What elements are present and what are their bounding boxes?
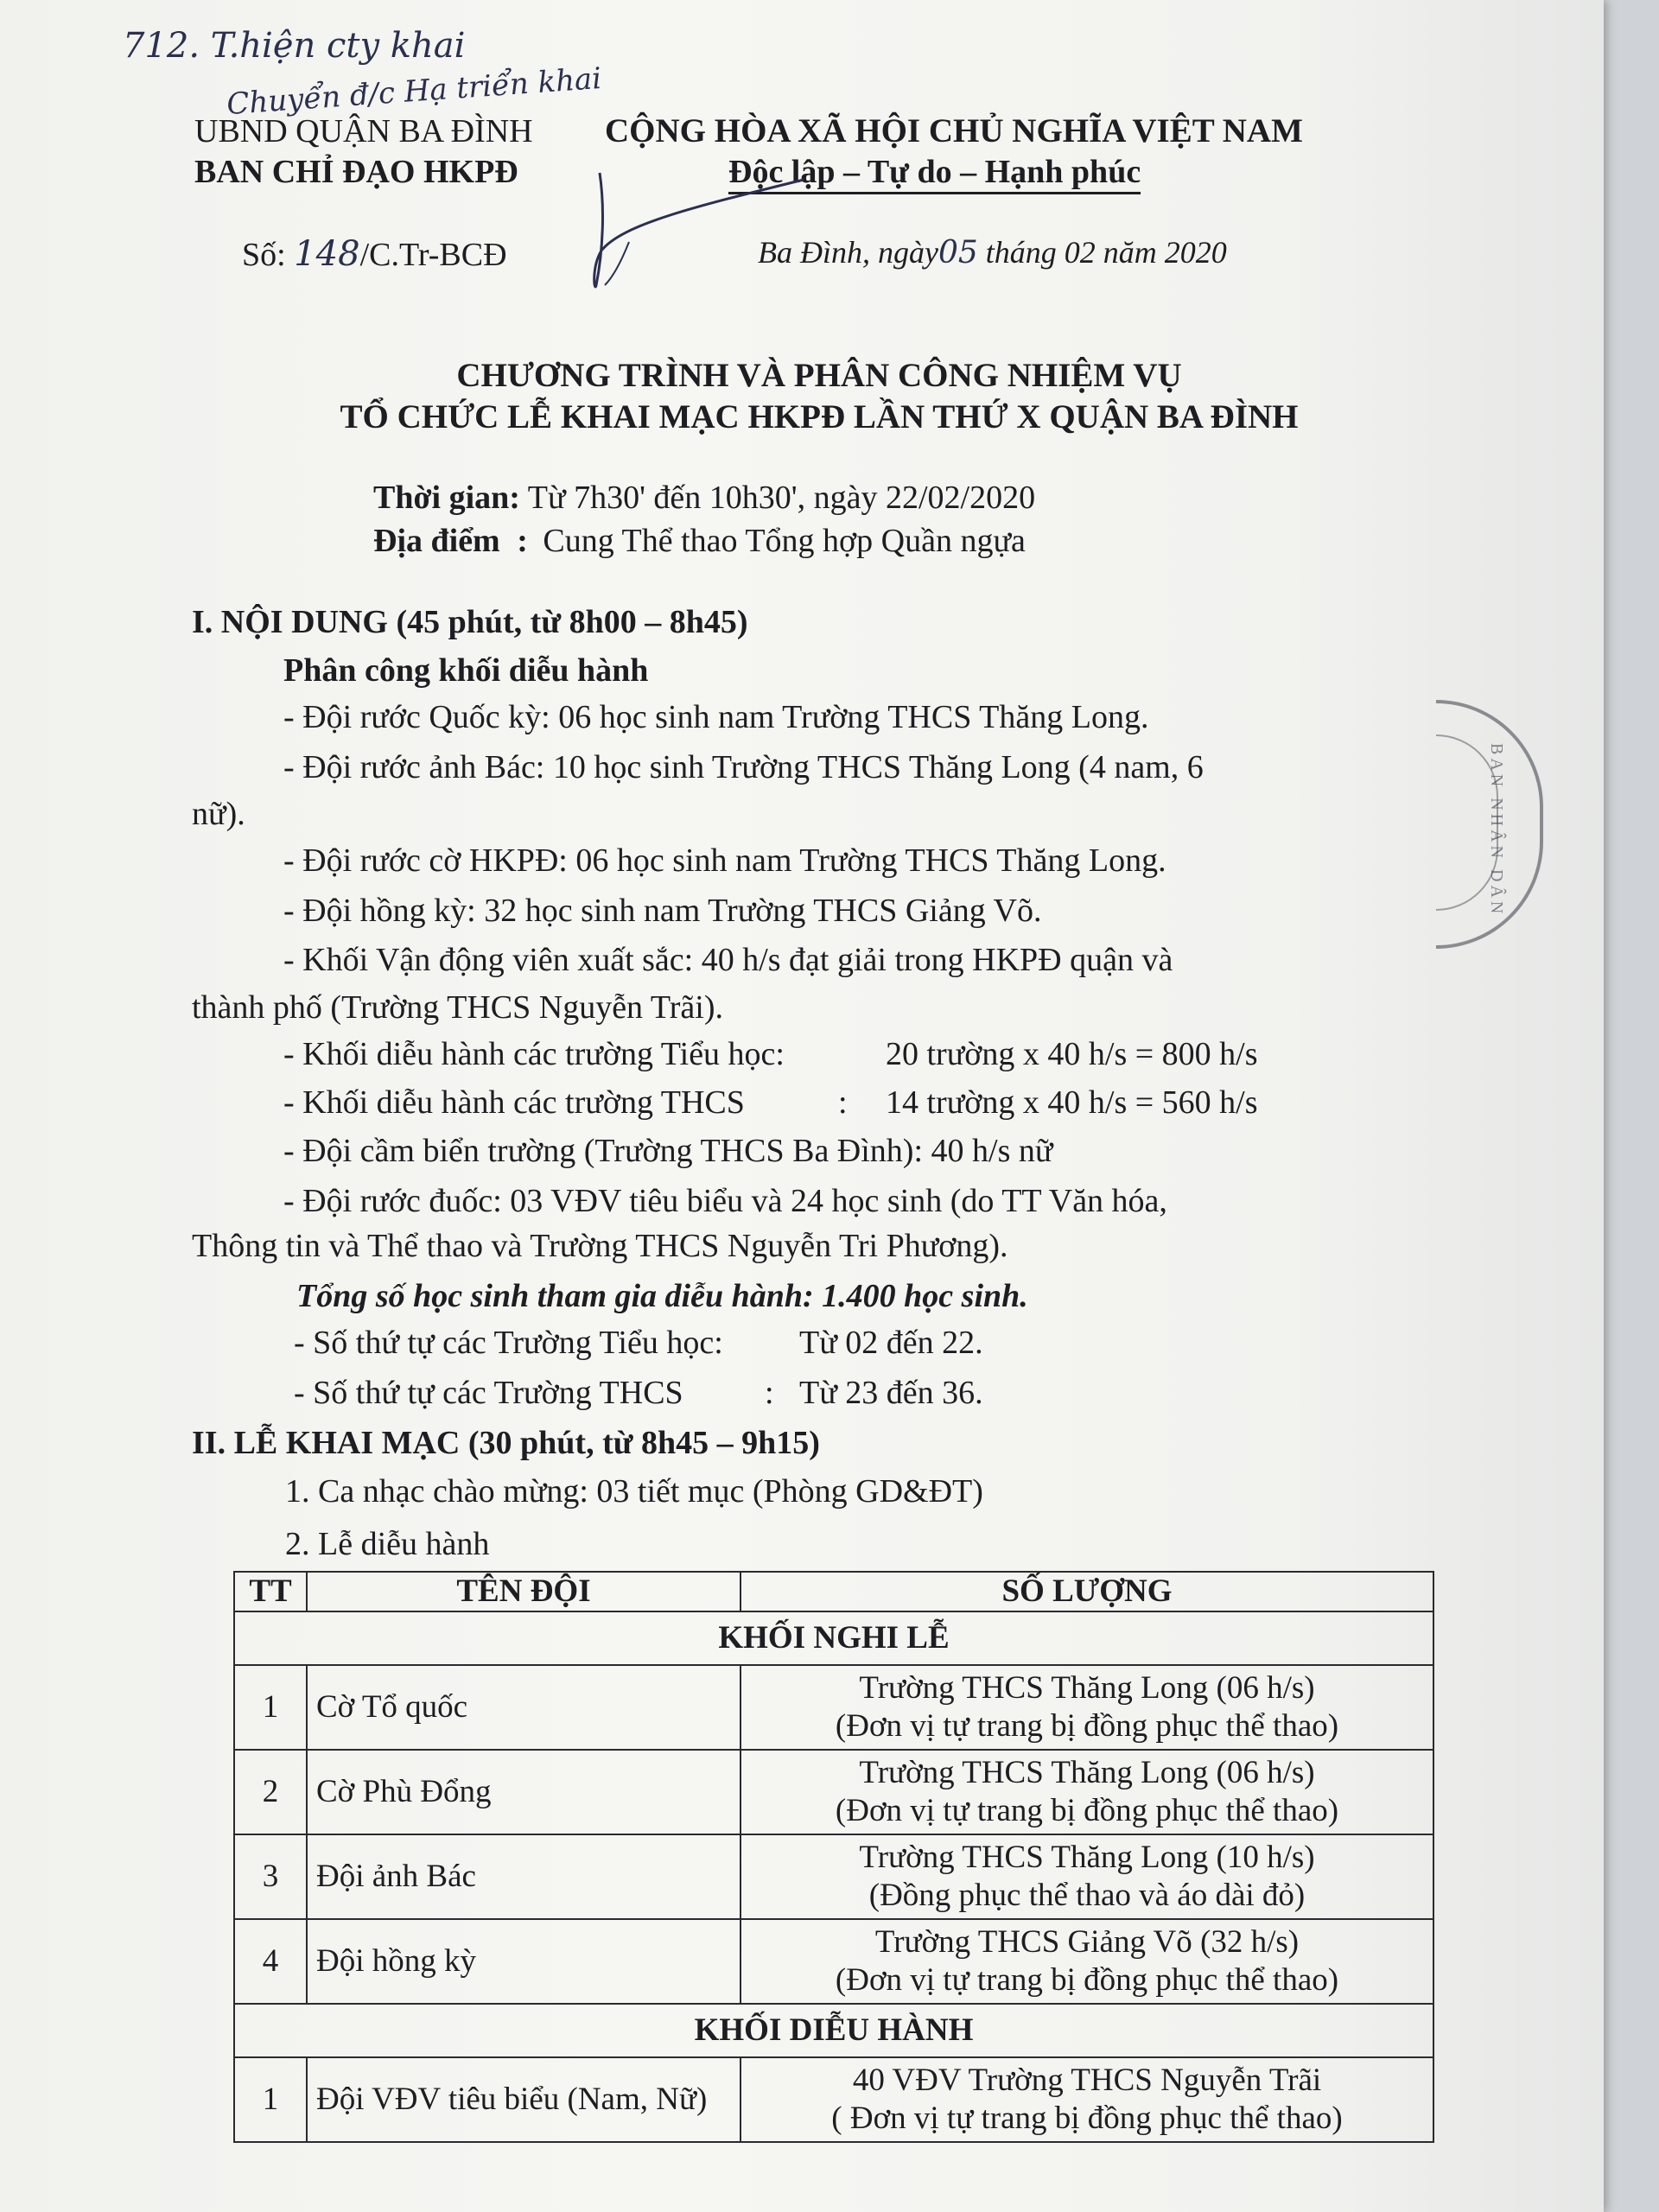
cell-tt: 2 [234,1750,307,1834]
seal-text: BAN NHÂN DÂN [1487,743,1506,918]
cell-quantity-line1: Trường THCS Thăng Long (06 h/s) [859,1670,1315,1706]
date-prefix: Ba Đình, ngày [758,235,938,270]
item7-value: 14 trường x 40 h/s = 560 h/s [886,1084,1258,1121]
section2-heading: II. LỄ KHAI MẠC (30 phút, từ 8h45 – 9h15) [192,1425,820,1461]
section1-item7 [283,1082,745,1123]
order2-colon: : [765,1375,774,1411]
cell-quantity [741,2057,1433,2142]
time-row [373,477,1035,518]
parade-table [233,1571,1434,2143]
cell-tt: 1 [234,1665,307,1750]
section1-item9b: Thông tin và Thể thao và Trường THCS Nguyễn Tri Phương). [192,1228,1008,1264]
order2-value: Từ 23 đến 36. [799,1375,983,1411]
header-team-name: TÊN ĐỘI [307,1572,741,1611]
nation-motto: Độc lập – Tự do – Hạnh phúc [728,154,1141,194]
group-parade: KHỐI DIỄU HÀNH [234,2004,1433,2057]
group-row [234,1611,1433,1665]
section1-item5b: thành phố (Trường THCS Nguyễn Trãi). [192,989,723,1026]
section1-item5a: - Khối Vận động viên xuất sắc: 40 h/s đạt giải trong HKPĐ quận và [283,942,1173,978]
item7-colon: : [838,1084,848,1121]
cell-quantity-line1: Trường THCS Giảng Võ (32 h/s) [874,1924,1300,1960]
item7-label: - Khối diễu hành các trường THCS [283,1084,745,1121]
doc-number-label: Số: [242,237,286,273]
cell-quantity-line1: Trường THCS Thăng Long (10 h/s) [859,1840,1315,1875]
doc-number-suffix: /C.Tr-BCĐ [359,237,507,273]
cell-quantity [741,1834,1433,1919]
section2-item1: 1. Ca nhạc chào mừng: 03 tiết mục (Phòng GD&ĐT) [285,1473,983,1510]
table-row [234,1665,1433,1750]
handwritten-note-line2: Chuyển đ/c Hạ triển khai [226,60,603,123]
section1-item2b: nữ). [192,796,245,832]
cell-tt: 4 [234,1919,307,2004]
section1-item4: - Đội hồng kỳ: 32 học sinh nam Trường THCS Giảng Võ. [283,893,1042,929]
time-value: Từ 7h30' đến 10h30', ngày 22/02/2020 [527,480,1036,516]
issue-date [758,232,1227,274]
cell-team-name: Cờ Phù Đổng [307,1750,741,1834]
section1-total: Tổng số học sinh tham gia diễu hành: 1.400 học sinh. [296,1278,1028,1314]
section1-heading: I. NỘI DUNG (45 phút, từ 8h00 – 8h45) [192,604,748,640]
place-colon: : [517,523,528,559]
cell-team-name: Cờ Tổ quốc [307,1665,741,1750]
cell-tt: 3 [234,1834,307,1919]
order2-label: - Số thứ tự các Trường THCS [294,1375,683,1411]
cell-team-name: Đội ảnh Bác [307,1834,741,1919]
nation-line1: CỘNG HÒA XÃ HỘI CHỦ NGHĨA VIỆT NAM [605,112,1303,149]
doc-title-line2: TỔ CHỨC LỄ KHAI MẠC HKPĐ LẦN THỨ X QUẬN BA ĐÌNH [340,398,1299,435]
header-quantity: SỐ LƯỢNG [741,1572,1433,1611]
table-header-row [234,1572,1433,1611]
cell-quantity [741,1919,1433,2004]
cell-quantity-line2: (Đơn vị tự trang bị đồng phục thể thao) [835,1793,1339,1828]
cell-quantity-line2: (Đồng phục thể thao và áo dài đỏ) [868,1878,1306,1913]
header-tt: TT [234,1572,307,1611]
group-row [234,2004,1433,2057]
section2-item2: 2. Lễ diễu hành [285,1526,490,1562]
section1-item1: - Đội rước Quốc kỳ: 06 học sinh nam Trường THCS Thăng Long. [283,699,1149,735]
table-row [234,1919,1433,2004]
section1-item8: - Đội cầm biển trường (Trường THCS Ba Đình): 40 h/s nữ [283,1133,1053,1169]
cell-tt: 1 [234,2057,307,2142]
date-suffix: tháng 02 năm 2020 [985,235,1227,270]
agency-line2: BAN CHỈ ĐẠO HKPĐ [194,154,518,190]
item6-value: 20 trường x 40 h/s = 800 h/s [886,1036,1258,1072]
order1-value: Từ 02 đến 22. [799,1325,983,1361]
section1-item2a: - Đội rước ảnh Bác: 10 học sinh Trường THCS Thăng Long (4 nam, 6 [283,749,1204,785]
cell-quantity-line2: ( Đơn vị tự trang bị đồng phục thể thao) [831,2101,1343,2136]
place-row [373,520,1026,562]
cell-quantity-line1: Trường THCS Thăng Long (06 h/s) [859,1755,1315,1790]
group-ceremonial: KHỐI NGHI LỄ [234,1611,1433,1665]
section1-item3: - Đội rước cờ HKPĐ: 06 học sinh nam Trường THCS Thăng Long. [283,842,1166,879]
cell-team-name: Đội hồng kỳ [307,1919,741,2004]
doc-title-line1: CHƯƠNG TRÌNH VÀ PHÂN CÔNG NHIỆM VỤ [456,357,1182,394]
order1-label: - Số thứ tự các Trường Tiểu học: [294,1325,723,1361]
doc-number [242,233,507,276]
cell-quantity-line2: (Đơn vị tự trang bị đồng phục thể thao) [835,1708,1339,1744]
date-day: 05 [938,235,978,270]
time-label: Thời gian: [373,480,520,516]
section1-item9a: - Đội rước đuốc: 03 VĐV tiêu biểu và 24 học sinh (do TT Văn hóa, [283,1183,1167,1219]
cell-quantity-line2: (Đơn vị tự trang bị đồng phục thể thao) [835,1962,1339,1998]
table-row [234,1834,1433,1919]
place-label: Địa điểm [373,523,500,559]
doc-number-value: 148 [294,234,360,274]
place-value: Cung Thể thao Tổng hợp Quần ngựa [543,523,1026,559]
agency-line1: UBND QUẬN BA ĐÌNH [194,113,533,149]
cell-quantity-line1: 40 VĐV Trường THCS Nguyễn Trãi [852,2063,1322,2098]
section1-subheading: Phân công khối diễu hành [283,652,649,689]
item6-label: - Khối diễu hành các trường Tiểu học: [283,1036,785,1072]
cell-quantity [741,1665,1433,1750]
section1-item6 [283,1033,785,1075]
table-row [234,2057,1433,2142]
table-row [234,1750,1433,1834]
cell-quantity [741,1750,1433,1834]
handwritten-note-line1: 712. T.hiện cty khai [123,26,466,66]
signature-stroke [553,156,812,302]
cell-team-name: Đội VĐV tiêu biểu (Nam, Nữ) [307,2057,741,2142]
